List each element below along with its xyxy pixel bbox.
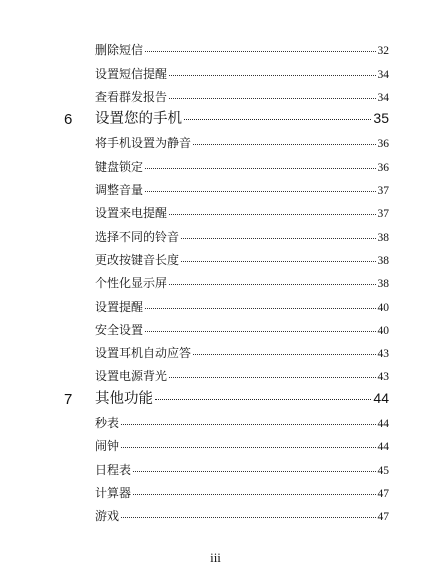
toc-entry-line [95, 204, 389, 221]
toc-page-number: 36 [377, 161, 389, 174]
toc-page-number: 37 [377, 208, 389, 221]
toc-chapter-row[interactable] [0, 387, 431, 410]
toc-page-number: 40 [377, 301, 389, 314]
toc-page-number: 44 [377, 418, 389, 431]
dot-leader [121, 447, 375, 448]
toc-page-number: 38 [377, 231, 389, 244]
dot-leader [155, 399, 371, 400]
toc-entry-title: 查看群发报告 [95, 89, 168, 104]
dot-leader [169, 75, 375, 76]
toc-entry-line [95, 367, 389, 384]
toc-entry-line [95, 387, 389, 408]
dot-leader [121, 424, 375, 425]
toc-page-number: 47 [377, 487, 389, 500]
dot-leader [181, 238, 375, 239]
toc-entry-line [95, 88, 389, 105]
toc-entry-line [95, 181, 389, 198]
toc-row[interactable] [0, 178, 431, 201]
toc-entry-line [95, 461, 389, 478]
toc-row[interactable] [0, 364, 431, 387]
toc-entry-title: 设置耳机自动应答 [95, 346, 192, 361]
dot-leader [184, 119, 371, 120]
dot-leader [193, 354, 375, 355]
toc-chapter-title: 其他功能 [95, 390, 153, 407]
toc-entry-title: 闹钟 [95, 439, 120, 454]
toc-row[interactable] [0, 294, 431, 317]
toc-page-number: 45 [377, 464, 389, 477]
toc-entry-line [95, 321, 389, 338]
toc-entry-line [95, 158, 389, 175]
toc-row[interactable] [0, 434, 431, 457]
toc-entry-title: 秒表 [95, 416, 120, 431]
toc-page-number: 44 [373, 389, 389, 406]
dot-leader [133, 471, 375, 472]
dot-leader [181, 261, 375, 262]
toc-entry-title: 调整音量 [95, 183, 144, 198]
toc-entry-title: 更改按键音长度 [95, 252, 180, 267]
toc-entry-line [95, 251, 389, 268]
toc-row[interactable] [0, 457, 431, 480]
toc-entry-title: 删除短信 [95, 43, 144, 58]
toc-page-number: 32 [377, 45, 389, 58]
toc-page-number: 35 [373, 110, 389, 127]
chapter-number: 7 [64, 390, 73, 408]
dot-leader [169, 98, 375, 99]
dot-leader [145, 168, 375, 169]
toc-entry-line [95, 65, 389, 82]
toc-chapter-row[interactable] [0, 108, 431, 131]
dot-leader [169, 377, 375, 378]
toc-row[interactable] [0, 131, 431, 154]
toc-row[interactable] [0, 154, 431, 177]
toc-entry-line [95, 484, 389, 501]
page-footer-number: iii [210, 550, 221, 565]
toc-entry-line [95, 344, 389, 361]
dot-leader [145, 51, 375, 52]
toc-row[interactable] [0, 318, 431, 341]
toc-chapter-title: 设置您的手机 [95, 111, 182, 128]
dot-leader [145, 331, 375, 332]
toc-entry-line [95, 274, 389, 291]
toc-entry-title: 安全设置 [95, 322, 144, 337]
toc-page-number: 47 [377, 511, 389, 524]
toc-row[interactable] [0, 38, 431, 61]
toc-page-number: 40 [377, 324, 389, 337]
toc-page-number: 34 [377, 68, 389, 81]
toc-entry-title: 选择不同的铃音 [95, 229, 180, 244]
toc-page-number: 43 [377, 348, 389, 361]
toc-entry-title: 游戏 [95, 509, 120, 524]
toc-entry-line [95, 228, 389, 245]
dot-leader [169, 284, 375, 285]
toc-entry-title: 计算器 [95, 485, 132, 500]
toc-entry-title: 个性化显示屏 [95, 276, 168, 291]
dot-leader [193, 144, 375, 145]
toc-page-number: 38 [377, 254, 389, 267]
dot-leader [121, 517, 375, 518]
toc-entry-title: 设置提醒 [95, 299, 144, 314]
toc-entry-line [95, 414, 389, 431]
toc-row[interactable] [0, 504, 431, 527]
toc-page-number: 36 [377, 138, 389, 151]
toc-row[interactable] [0, 85, 431, 108]
toc-page-number: 44 [377, 441, 389, 454]
toc-entry-line [95, 41, 389, 58]
toc-row[interactable] [0, 224, 431, 247]
dot-leader [145, 308, 375, 309]
toc-entry-line [95, 507, 389, 524]
toc-row[interactable] [0, 341, 431, 364]
dot-leader [133, 494, 375, 495]
toc-entry-title: 设置来电提醒 [95, 206, 168, 221]
toc-entry-title: 键盘锁定 [95, 159, 144, 174]
toc-row[interactable] [0, 481, 431, 504]
toc-entry-line [95, 107, 389, 128]
toc-page-number: 34 [377, 91, 389, 104]
toc-entry-title: 设置短信提醒 [95, 66, 168, 81]
toc-entry-title: 日程表 [95, 462, 132, 477]
toc-entry-title: 将手机设置为静音 [95, 136, 192, 151]
toc-row[interactable] [0, 248, 431, 271]
toc-entry-line [95, 134, 389, 151]
toc-page-number: 38 [377, 278, 389, 291]
toc-entry-line [95, 437, 389, 454]
dot-leader [145, 191, 375, 192]
toc-row[interactable] [0, 411, 431, 434]
toc-entry-title: 设置电源背光 [95, 369, 168, 384]
table-of-contents [0, 38, 431, 527]
toc-row[interactable] [0, 201, 431, 224]
toc-page-number: 43 [377, 371, 389, 384]
toc-row[interactable] [0, 61, 431, 84]
toc-entry-line [95, 298, 389, 315]
toc-row[interactable] [0, 271, 431, 294]
dot-leader [169, 214, 375, 215]
chapter-number: 6 [64, 111, 73, 129]
toc-page-number: 37 [377, 185, 389, 198]
